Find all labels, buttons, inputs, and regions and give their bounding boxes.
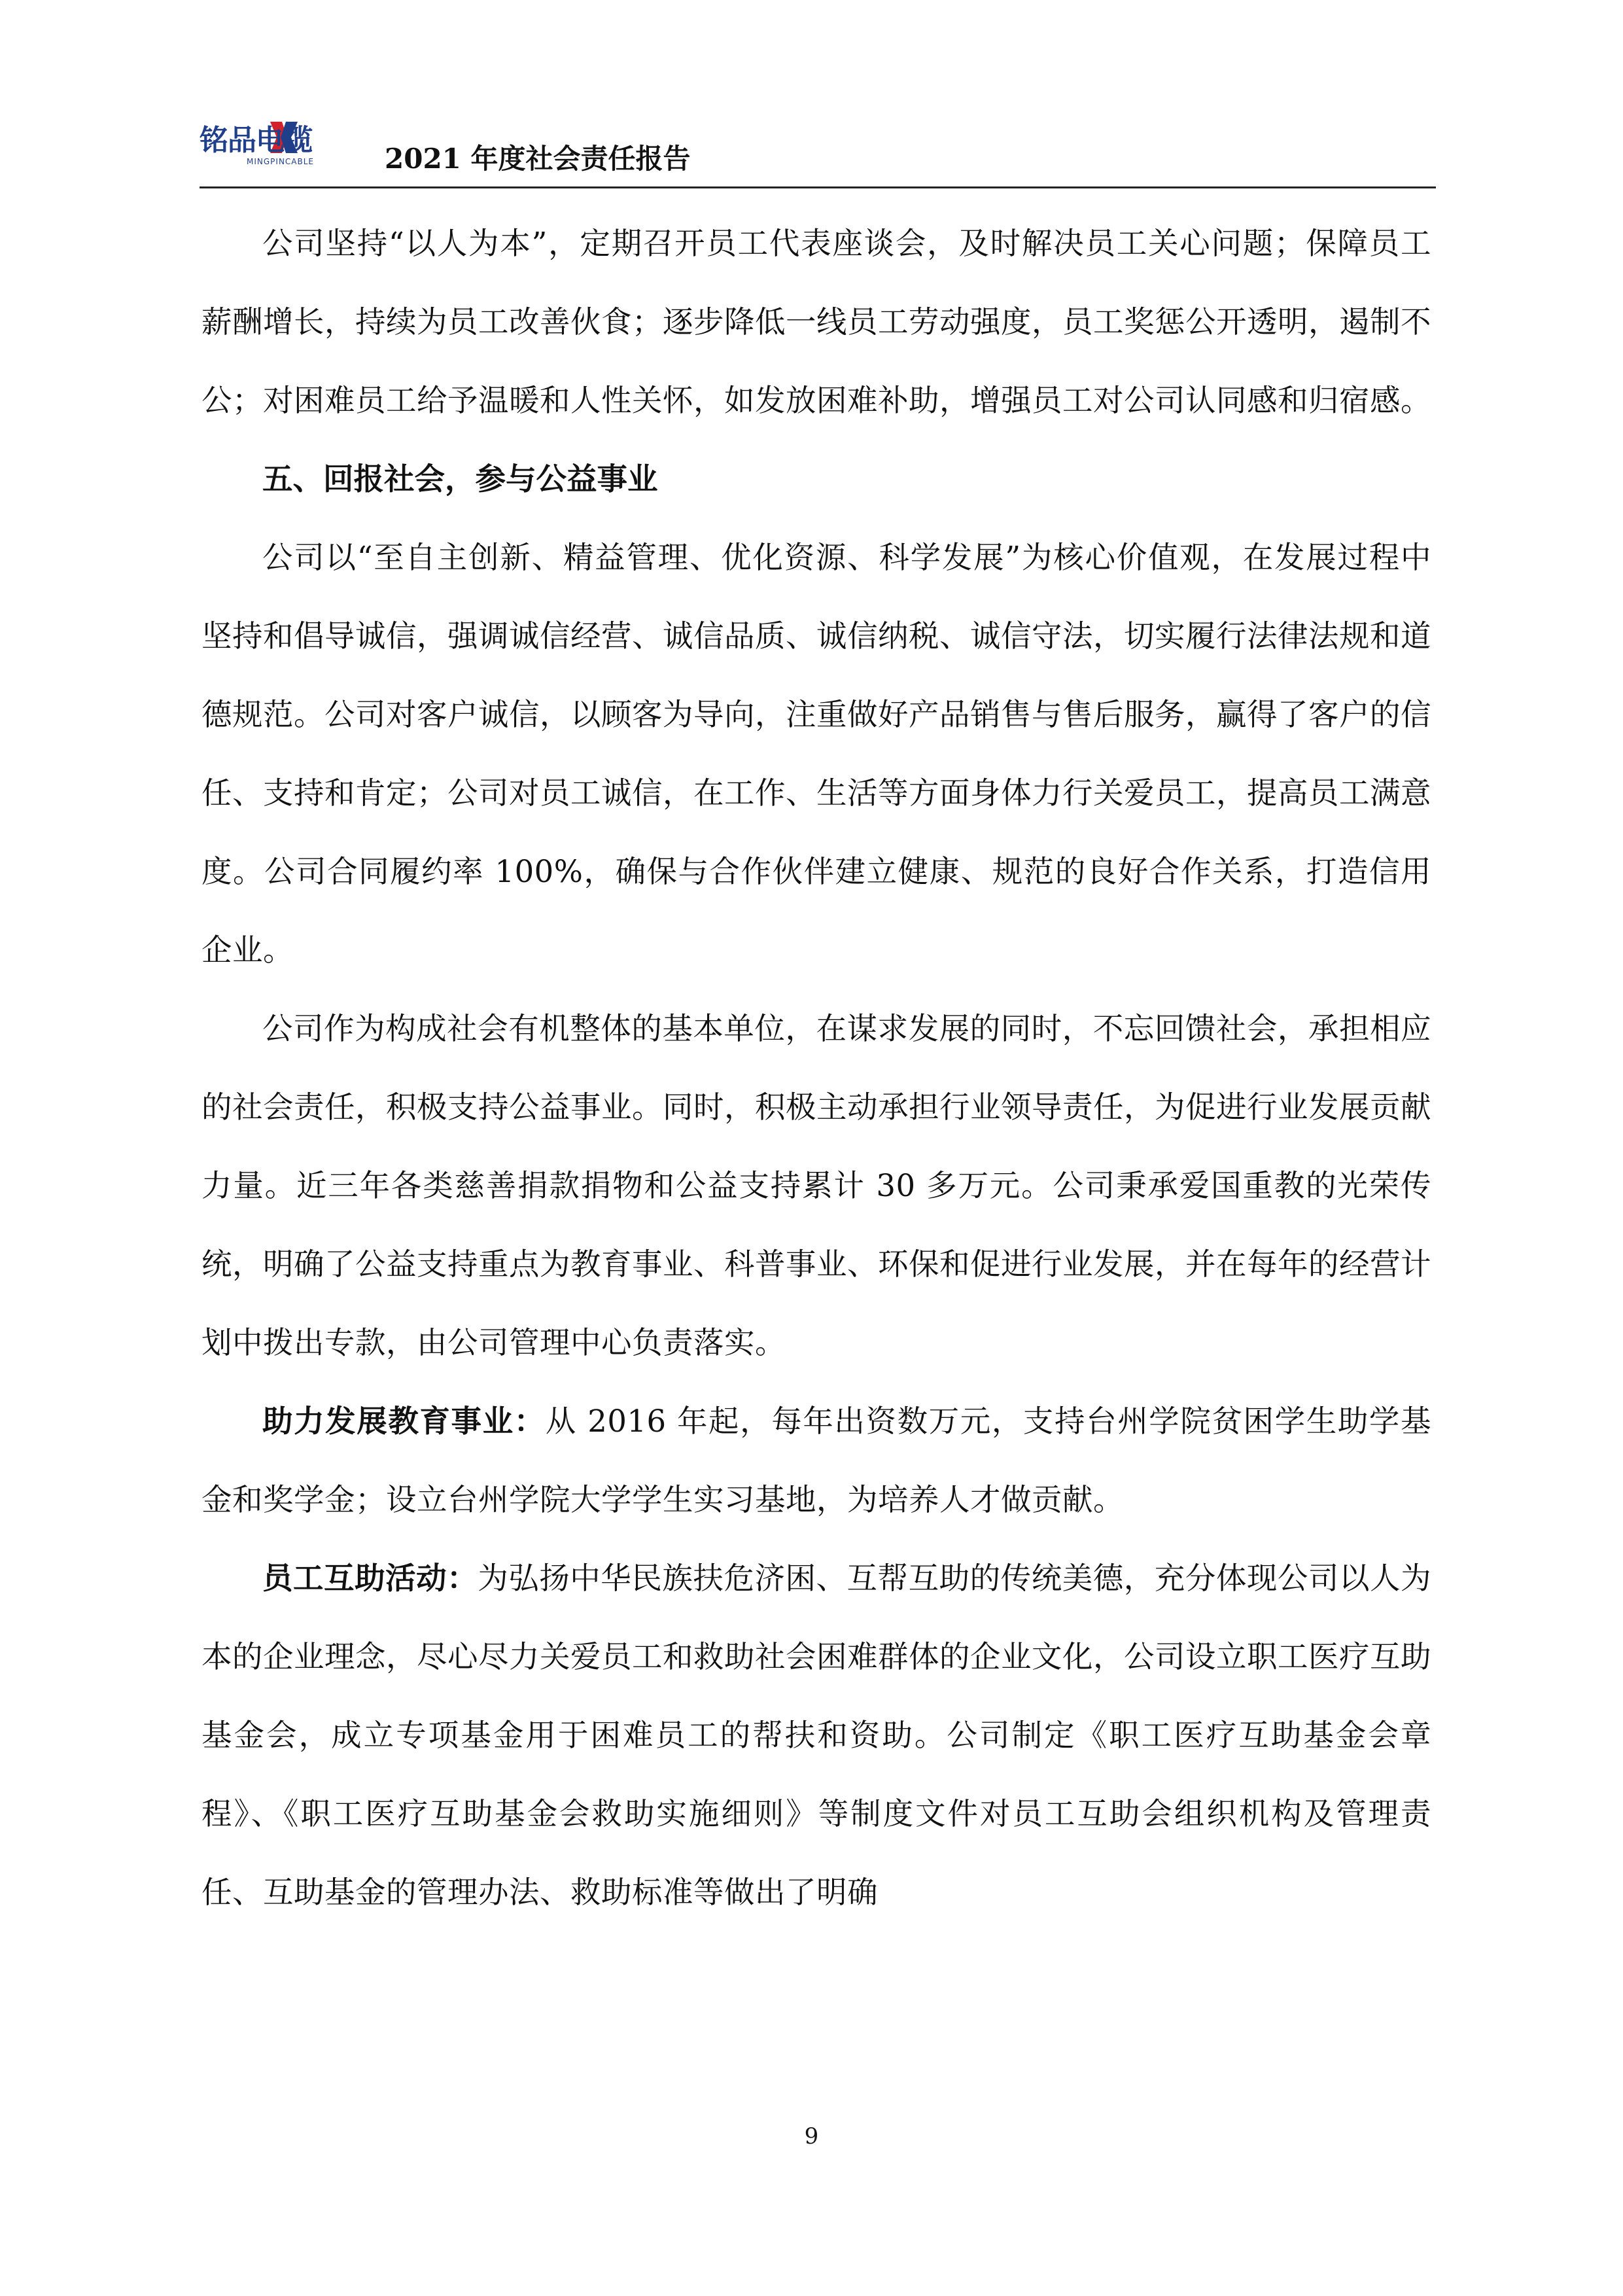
company-logo xyxy=(200,116,363,175)
body-paragraph: 公司作为构成社会有机整体的基本单位，在谋求发展的同时，不忘回馈社会，承担相应的社会责任，积极支持公益事业。同时，积极主动承担行业领导责任，为促进行业发展贡献力量。近三年各类慈善捐款捐物和公益支持累计 30 多万元。公司秉承爱国重教的光荣传统，明确了公益支持重点为教育事业、科普事业、环保和促进行业发展，并在每年的经营计划中拨出专款，由公司管理中心负责落实。 xyxy=(201,1011,1431,1360)
education-text: 从 2016 年起，每年出资数万元，支持台州学院贫困学生助学基金和奖学金；设立台州学院大学学生实习基地，为培养人才做贡献。 xyxy=(201,1404,1431,1517)
page-number: 9 xyxy=(804,2123,819,2149)
body-paragraph: 公司以“至自主创新、精益管理、优化资源、科学发展”为核心价值观，在发展过程中坚持和倡导诚信，强调诚信经营、诚信品质、诚信纳税、诚信守法，切实履行法律法规和道德规范。公司对客户诚信，以顾客为导向，注重做好产品销售与售后服务，赢得了客户的信任、支持和肯定；公司对员工诚信，在工作、生活等方面身体力行关爱员工，提高员工满意度。公司合同履约率 100%，确保与合作伙伴建立健康、规范的良好合作关系，打造信用企业。 xyxy=(201,540,1431,968)
mutual-aid-text: 为弘扬中华民族扶危济困、互帮互助的传统美德，充分体现公司以人为本的企业理念，尽心尽力关爱员工和救助社会困难群体的企业文化，公司设立职工医疗互助基金会，成立专项基金用于困难员工的帮扶和资助。公司制定《职工医疗互助基金会章程》、《职工医疗互助基金会救助实施细则》等制度文件对员工互助会组织机构及管理责任、互助基金的管理办法、救助标准等做出了明确 xyxy=(201,1561,1432,1910)
page-header xyxy=(200,103,1436,188)
mutual-aid-lead: 员工互助活动： xyxy=(262,1561,478,1596)
logo-subtitle: MINGPINCABLE xyxy=(247,157,315,166)
mutual-aid-paragraph xyxy=(201,1539,1431,1932)
body-paragraph: 公司坚持“以人为本”，定期召开员工代表座谈会，及时解决员工关心问题；保障员工薪酬增长，持续为员工改善伙食；逐步降低一线员工劳动强度，员工奖惩公开透明，遏制不公；对困难员工给予温暖和人性关怀，如发放困难补助，增强员工对公司认同感和归宿感。 xyxy=(201,226,1431,418)
education-lead: 助力发展教育事业： xyxy=(262,1404,546,1439)
document-body xyxy=(201,204,1431,1932)
education-paragraph xyxy=(201,1382,1431,1539)
section-heading: 五、回报社会，参与公益事业 xyxy=(262,461,658,497)
report-title: 2021 年度社会责任报告 xyxy=(385,143,691,175)
logo-text: 铭品电缆 xyxy=(200,124,312,157)
header-divider xyxy=(200,186,1436,188)
